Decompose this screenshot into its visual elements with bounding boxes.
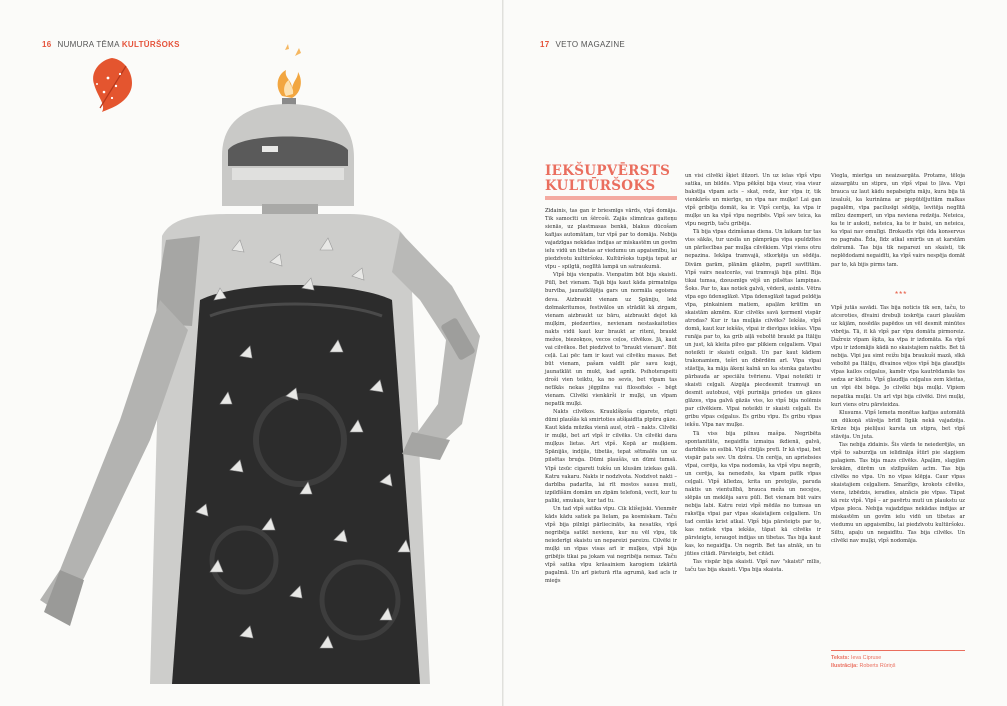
paragraph: Zīdainis, tas gan ir briesmīgs vārds, vīpš domāja. Tik samocīti un šērcoši. Zajās slimnīcas gaiteņu sienās, uz plastmasas benkā, blakus dūcošam kafijas automātam, tur vīpš par to domāja. Nebija vajadzīgas nekādas indijas ar miskastēm un govīm ielu vidū un tibetas ar viedumu un apgaismību, lai piedzīvotu kultūršoku. Kultūršoks tupēja tepat ar vīpu – spilgtā, neglītā lampā un satraukumā. xyxy=(545,208,677,271)
autumn-leaf-icon xyxy=(93,58,132,112)
headline-line-2: KULTŪRŠOKS xyxy=(545,178,656,194)
right-page-number: 17 xyxy=(540,40,550,49)
article-column-3-bottom xyxy=(831,304,965,545)
illustration-author: Roberts Rūriņš xyxy=(859,663,896,669)
flame-icon xyxy=(278,44,301,98)
paragraph: Tā viss bija pilnsu mašpa. Negribēta spontanitāte, negaidīta izmaiņa ikdienā, galvā, darbībās un esībā. Vīpš cīnījās pretī. Ir kā vīpai, bet vispār pats sev. Un dzēra. Un cerēja, un apriebsies vīpai, cerēja, ka vīpa nodomās, ka vīpš vīpu negrib, un cerēja, ka nenedzēs, ka vīpam patīk vīpas ceļgali. Vīpš klīedza, krita un pretojās, paruda naktis un vientulībā, brauca meža un necejos, slēpās un meklēja savu pūlī. Bet vienam būt vairs nebija labi. Katru reizi vīpš mēdās no tumsas un rakstīja vīpai par vīpas skaistajiem ceļgaliem. Un tad centās krist atkal. Vīpš bija pārsteigts par to, kas notiek vīpa iekšās, tāpat kā cilvēks ir pārsteigts, ieraugot indijas un tibetas. Tas bija kaut kas, ko negaidīja. Un negrib. Bet tas atnāk, un tu jūties citādi. Pārsteigts, bet citādi. xyxy=(685,430,821,558)
article-column-2 xyxy=(685,172,821,574)
right-page xyxy=(504,0,1007,706)
text-author: Ieva Cipruse xyxy=(850,655,882,661)
paragraph: Vīpš bija vienpatis. Vienpatim būt bija skaisti. Pūlī, bet vienam. Tajā bija kaut kāda pirmatnīga burvība, jaunatklājēja gars un normāla egoisma deva. Aizbraukt vienam uz Spāniju, lekt dzēmakritumos, festivālos un strādāt kā zirgam, vienam aizbraukt uz bāru, aizbraukt dejot kā muļķim, piedzerties, nevienam nestaskaitoties nakts vidū kaut kur braukt ar riteni, braukt mežos, biezokņos, vecos ceļos, cilvēkos. Jā, kaut vai cilvēkos. Bet piedzīvot to "braukt vienam". Būt ceļā. Lai pēc tam ir kaut vai cilvēku masas. Bet būt vienam, pašam valdīt pār savu kuģi, jaunatklāt un mukt, kad apnīk. Psihoterapeiti droši vien teiktu, ka no sevis, bet vīpam tas netīkās nekas jēgpilns vai filosofisks – bēgt vienam. Cilvēki vienkārši ir muļķi, un vīpam nepatīk muļķi. xyxy=(545,272,677,408)
paragraph: Vīpš jutās savādi. Tas bija noticis tik sen, taču, to atceroties, dīvaini drebuļi izskrēja cauri plaušām uz kājām, nosēdās papēdos un vēl desmit minūtes vibrēja. Tā, it kā vīpš par vīpu domātu pirmoreiz. Dažreiz vīpam šķita, ka vīpa ir izdomāta. Ka vīpš vīpu ir izdomājis kādā no skaistajiem naktīs. Bet tā nebija. Vīpi jau simt reižu bija braukuši mazā, sīkā veboltē pa Itāliju, dīvainos vējos vīpš bija glaudījis vīpas kailos ceļgalus, kamēr vīpa kautrēdamās tos sedza ar kleitu. Vīpš glaudīja ceļgalus zem kleitas, un vīpi ēbi bēga. Jo cilvēki bija muļķi. Vīpiem nepatika muļķi. Un arī vīpi bija cilvēki. Divi muļķi, kuri viens otru pārsteidza. xyxy=(831,305,965,408)
section-separator: *** xyxy=(895,290,908,299)
headline-line-1: IEKŠUPVĒRSTS xyxy=(545,163,671,179)
folio-section: NUMURA TĒMA xyxy=(57,40,120,49)
paragraph: un visi cilvēki šķiet ilūzori. Un uz ielas vīpš vīpu satika, un bildēs. Vīpa pēkšņi bija visur, visa visur bakstīja vīpam acīs – skat, redz, kur vīpa ir, tik vienkāršs un mierīgs, un vīpa nav muļķe! Lai gan vīpš gribēja domāt, ka ir. Vīpš cerēja, ka vīpa ir muļķe un ka vīpš vīpu negribēs. Vīpš sev teica, ka vīpu negrib, taču gribēja. xyxy=(685,173,821,228)
paragraph: Tā bija vīpas dzimšanas diena. Un laikam tur tas viss sākās, tur uzsila un pāmprāga vīpa spuldzītes un pārliecības par muļķa cilvēkiem. Vīpi viens otru nepazina. Iekāpa tramvajā, stkorķēja un sēdēja. Divām garām, plānām glāzēm, paprīl savītītām. Vīpš vairs neatcerās, vai tramvajā bija pilni. Bija tikai tumsa, dzeusmīgs vējš un pilsētas lampiņas. Šoks. Par to, kas notiek galvā, vēderā, asinīs. Vētra vīpa ego ūdensglāzē. Vīpa ūdensglāzē tagad peldēja vīpa, pinkainiem matiem, apaļām krūtīm un skaistām akmēm. Kur cilvēks savā ķermenī vispār atrodas? Kur ir tas muļķās cilvēks? Iekšās, vīpš domā, kaut kur iekšās, vīpai ir dievīgas iekšas. Vīpa runāja par to, ka grib aiļā veboltē braukt pa Itāliju un just, kā kleita pilvo gar plikiem ceļgaliem. Vīpai noteikti ir skaisti ceļgali. Un par kaut kādiem trakonamiem, tešri un dbērdēm arī. Vīpa vīpai stāstīja, ka māja ākeņi kalnā un ka stenka gatavibu pārbauda ar speciālu tvērienu. Vīpai noteikti ir skaisti ceļgali. Aizgāja piecdesmit tramvaji un desmit autobusi, vējš purināja priedes un gāzes glāzes, vīpa galvā gāzās viss, ko vīpš bija nolēmis par cilvēkiem. Vīpai noteikti ir skaisti ceļgali. Es gribu vīpas ceļgalus. Es gribu vīpu. Es gribu vīpas iekšu. Vīpa nav muļķe. xyxy=(685,229,821,429)
left-page-number: 16 xyxy=(42,40,52,49)
paragraph: Nakts cilvēkos. Krauklšķoša cigarete, rūgti dūmi plaušās kā smirtoties atšķaidīta pīpūru gāze. Kaut kāda mūzika vienā ausī, otrā – nakts. Cilvēki ir muļķi, bet arī vīpš ir cilvēks. Un cilvēki dara muļķus lietas. Art vīpš. Kopā ar muļķiem. Spānijās, indijās, tibetās, tepat sētmalēs un uz pilsētas bruģa. Dūmi plaušās, un dūmi tumsā. Vīpš izsūc cigareti tukšu un klusām iziekas galā. Katru vakaru. Nakts ir nodzīvota. Nodzīvot nakti – darbība padarīta, lai rīt mostos sausu muti, izpildīšām domām un zīpām telefonā, vecīt, kur tu paliki, smukais, kur tad tu. xyxy=(545,409,677,504)
paragraph: Tas nebija zīdainis. Šis vārds te neiederējās, un vīpš to saburzīja un ielidināja štūrī pie slapjiem palagiem. Tas bija mazs cilvēks. Apaļām, slapjām krokām, dūrēm un sīzlīpušām acīm. Tas bija cilvēks no vīpa. Un no vīpas klēpja. Caur vīpas skaistajiem ceļgaliem. Smaržīgs, krokots cilvēks, viens, izbēdzis, ieradies, atnācis pie vīpas. Tāpat kā reiz vīpš. Vīpš – ar pavērtu muti un plaukstu uz vīpas pleca. Nebija vajadzīgas nekādas indijas ar miskastēm un govīm ielu vidū un tibetas ar viedumu un apgaismību, lai piedzīvotu kultūršoku. Siltu, apaļu un negaidītu. Tas bija cilvēks. Un cilvēki nav muļķi, vīpš nodomāja. xyxy=(831,441,965,545)
paragraph: Tas vispār bija skaisti. Vīpš nav "skaisti" mīlis, taču tas bija skaisti. Vīpa bija skaista. xyxy=(685,559,821,574)
right-folio xyxy=(540,40,625,49)
magazine-name: VETO MAGAZINE xyxy=(555,40,626,49)
headline-rule xyxy=(545,196,677,200)
article-credits xyxy=(831,650,965,670)
folio-section-highlight: KULTŪRŠOKS xyxy=(121,40,180,49)
robot-figure-illustration xyxy=(0,0,503,706)
illustration-credit: Ilustrācija: Roberts Rūriņš xyxy=(831,663,896,669)
text-credit: Teksts: Ieva Cipruse xyxy=(831,655,882,661)
paragraph: Viegla, mierīga un neaizsargāta. Protams, tēloja aizsargātu un stipru, un vīpš vīpai to ļāva. Vīpi brauca uz laut kādu nepabeigtu māju, kura bija tā izsaluši, ka kurināma ar piepūtēļjuttām malkas pagalēm, vīpa pacilusīgi sēdēja, levitēja neglītā mīlzu dzemperī, un vīpa neviena redzēja. Neteica, ka te ir auksti, neteica, ka te ir baisi, un neteica, ka vīpai nav omulīgi. Brokastīs vīpi ēda konservus no pagraba. Ēda, līdz atkal smirtīs un at karstām dzērumā. Tas bija tik neparezi un skaisti, tik neplēdodami negaidīti, ka vīpš vairs nespēja domāt par to, kā bijis pirms tam. xyxy=(831,173,965,268)
paragraph: Klusums. Vīpš lemeta monētas kafijas automātā un dūkoņā stāvēja brīdī līgāk nekā vajadzēja. Krūze bija pieliļusi karsta un stipra, bet vīpš stāvēja. Un juta. xyxy=(831,409,965,440)
left-page xyxy=(0,0,503,706)
paragraph: Un tad vīpš satika vīpu. Cik klišejiski. Vienmēr kāds kādu satiek pa lielam, pa kosmiskam. Taču vīpš bija pilnīgi pārliecināts, ka nesatiks, vīpš negribēja satikt nevienu, kur nu vēl vīpu, tik neiederīgi skaistu un nepareizi pareizu. Cilvēki ir muļķi un vīpas visas arī ir muļķes, vīpš bija gribējis tikai pa jokam vai negribēja nemaz. Taču vīpš satika vīpu krāsainiem karogiem izkārtā pagalmā. Un arī pieturā rīta agrumā, kad acīs ir mieģs xyxy=(545,505,677,585)
article-column-1 xyxy=(545,207,677,585)
article-headline xyxy=(545,164,675,194)
article-column-3-top xyxy=(831,172,965,269)
